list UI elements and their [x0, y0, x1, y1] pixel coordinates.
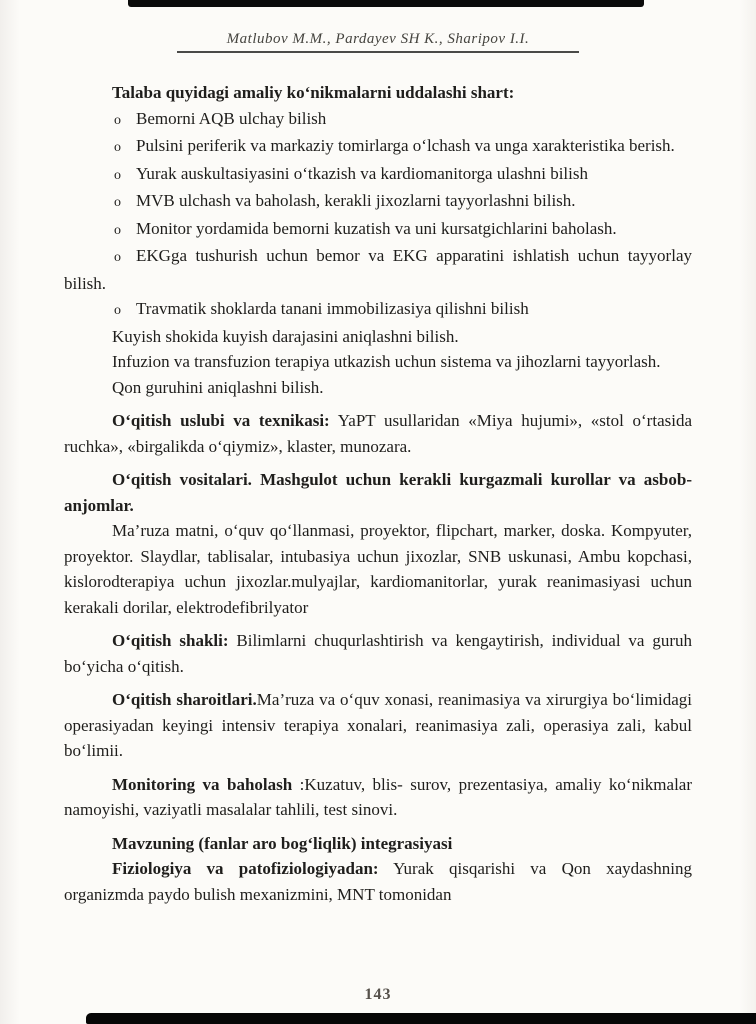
bullet-item — [64, 106, 692, 134]
paragraph-text: Kuyish shokida kuyish darajasini aniqlashni bilish. — [112, 326, 459, 346]
bullet-text: MVB ulchash va baholash, kerakli jixozlarni tayyorlashni bilish. — [136, 191, 576, 210]
bullet-item — [64, 296, 692, 324]
lead-paragraph — [64, 687, 692, 764]
bullet-icon: o — [114, 140, 121, 155]
bullet-item — [64, 133, 692, 161]
bullet-icon: o — [114, 303, 121, 318]
lead-paragraph — [64, 628, 692, 679]
scan-artifact-top-bar — [128, 0, 644, 7]
body-paragraph — [64, 375, 692, 401]
page-body — [0, 80, 756, 907]
heading-text: O‘qitish vositalari. Mashgulot uchun kerakli kurgazmali kurollar va asbob-anjomlar. — [64, 470, 692, 515]
bullet-text: Yurak auskultasiyasini o‘tkazish va kardiomanitorga ulashni bilish — [136, 163, 588, 183]
lead-paragraph — [64, 772, 692, 823]
bullet-icon: o — [114, 250, 121, 265]
section-heading — [64, 467, 692, 518]
bullet-icon: o — [114, 167, 121, 183]
body-paragraph — [64, 324, 692, 350]
bullet-text: Pulsini periferik va markaziy tomirlarga o‘lchash va unga xarakteristika berish. — [136, 136, 675, 155]
bullet-item — [64, 216, 692, 244]
bullet-item — [64, 243, 692, 296]
paragraph-text: YaPT usullaridan «Miya hujumi», «stol o‘rtasida ruchka», «birgalikda o‘qiymiz», klaster, munozara. — [64, 411, 692, 456]
section-heading — [64, 80, 692, 106]
paragraph-lead: Monitoring va baholash — [112, 774, 293, 794]
bullet-item — [64, 188, 692, 216]
body-paragraph — [64, 518, 692, 620]
paragraph-text: Ma’ruza matni, o‘quv qo‘llanmasi, proyektor, flipchart, marker, doska. Kompyuter, proyektor. Slaydlar, tablisalar, intubasiya uchun jixozlar, SNB uskunasi, Ambu kopchasi, kislorodterapiya uchun jixozlar.mulyajlar, kardiomanitorlar, yurak reanimasiyasi uchun kerakali dorilar, elektrodefibrilyator — [64, 521, 692, 617]
paragraph-text: Qon guruhini aniqlashni bilish. — [112, 377, 324, 397]
bullet-icon: o — [114, 195, 121, 210]
paragraph-lead: O‘qitish uslubi va texnikasi: — [112, 411, 330, 430]
running-head-authors: Matlubov M.M., Pardayev SH K., Sharipov I.I. — [226, 31, 530, 47]
heading-text: Talaba quyidagi amaliy ko‘nikmalarni uddalashi shart: — [112, 83, 515, 102]
paragraph-lead: O‘qitish sharoitlari. — [112, 690, 257, 709]
bullet-text: EKGga tushurish uchun bemor va EKG apparatini ishlatish uchun tayyorlay bilish. — [64, 246, 692, 293]
paragraph-text: Ma’ruza va o‘quv xonasi, reanimasiya va xirurgiya bo‘limidagi operasiyadan keyingi intensiv terapiya xonalari, reanimasiya zali, operasiya zali, kabul bo‘limii. — [64, 690, 692, 760]
scan-artifact-bottom-bar — [86, 1013, 756, 1024]
paragraph-text: Infuzion va transfuzion terapiya utkazish uchun sistema va jihozlarni tayyorlash. — [112, 352, 661, 371]
page-header — [0, 0, 756, 53]
paragraph-lead: Fiziologiya va patofiziologiyadan: — [112, 859, 379, 878]
page-number: 143 — [364, 986, 392, 1003]
lead-paragraph — [64, 856, 692, 907]
bullet-text: Monitor yordamida bemorni kuzatish va uni kursatgichlarini baholash. — [136, 218, 617, 238]
running-head-rule — [177, 30, 579, 53]
paragraph-lead: O‘qitish shakli: — [112, 631, 229, 650]
paragraph-text: Yurak qisqarishi va Qon xaydashning organizmda paydo bulish mexanizmini, MNT tomonidan — [64, 859, 693, 904]
body-paragraph — [64, 349, 692, 375]
section-heading — [64, 831, 692, 857]
lead-paragraph — [64, 408, 692, 459]
page-footer — [0, 986, 756, 1004]
paragraph-text: Bilimlarni chuqurlashtirish va kengaytirish, individual va guruh bo‘yicha o‘qitish. — [64, 631, 692, 676]
bullet-icon: o — [114, 222, 121, 238]
bullet-icon: o — [114, 112, 121, 128]
bullet-text: Bemorni AQB ulchay bilish — [136, 108, 327, 128]
paragraph-text: :Kuzatuv, blis- surov, prezentasiya, amaliy ko‘nikmalar namoyishi, vaziyatli masalalar tahlili, test sinovi. — [64, 774, 693, 819]
heading-text: Mavzuning (fanlar aro bog‘liqlik) integrasiyasi — [112, 833, 453, 853]
bullet-text: Travmatik shoklarda tanani immobilizasiya qilishni bilish — [136, 299, 529, 318]
bullet-item — [64, 161, 692, 189]
